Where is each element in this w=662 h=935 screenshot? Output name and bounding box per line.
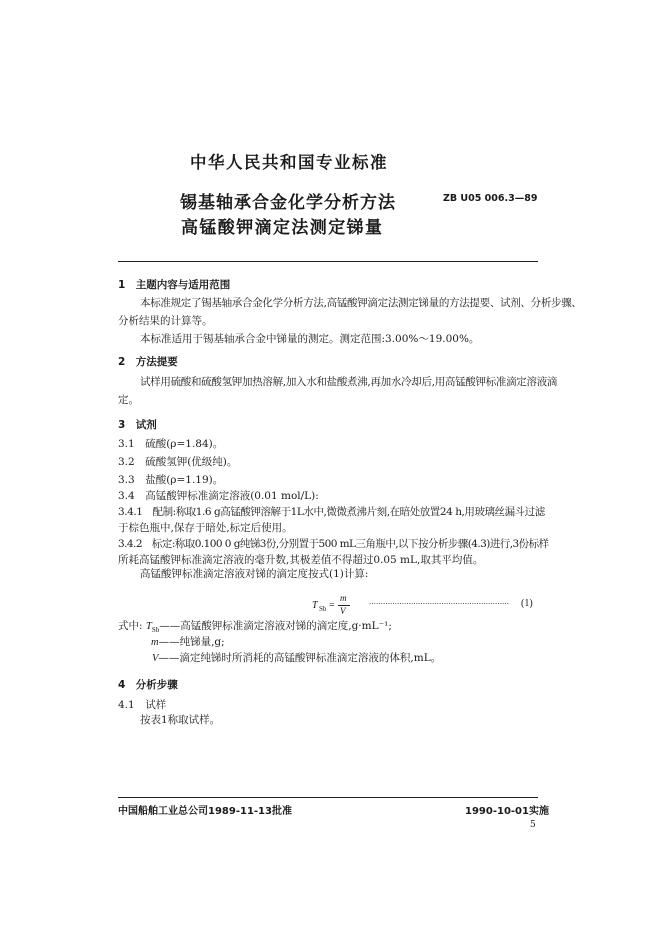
legend-v-symbol: V xyxy=(152,653,159,664)
standard-code: ZB U05 006.3—89 xyxy=(443,193,538,204)
section-1-paragraph-2: 本标准适用于锡基轴承合金中锑量的测定。测定范围:3.00%～19.00%。 xyxy=(140,333,480,345)
approval-statement: 中国船舶工业总公司1989-11-13批准 xyxy=(118,806,292,817)
section-4-heading: 4 分析步骤 xyxy=(118,679,178,691)
item-3-4-2-line3: 高锰酸钾标准滴定溶液对锑的滴定度按式(1)计算: xyxy=(140,568,369,580)
legend-m-row xyxy=(151,635,225,650)
legend-intro: 式中: xyxy=(118,620,143,632)
formula-number: (1) xyxy=(521,598,533,609)
section-2-paragraph-line2: 定。 xyxy=(118,394,139,406)
item-4-1-paragraph: 按表1称取试样。 xyxy=(140,714,221,726)
item-3-4-2-line1: 3.4.2 标定:称取0.100 0 g纯锑3份,分别置于500 mL三角瓶中,以下按分析步骤(4.3)进行,3份标样 xyxy=(118,538,549,550)
page-number: 5 xyxy=(530,820,536,830)
formula-numerator: m xyxy=(340,593,347,603)
formula-equals: = xyxy=(329,600,335,611)
effective-date: 1990-10-01实施 xyxy=(465,806,549,817)
formula-denominator: V xyxy=(340,606,346,616)
section-2-heading: 2 方法提要 xyxy=(118,356,178,368)
item-3-3: 3.3 盐酸(ρ=1.19)。 xyxy=(118,474,224,486)
header-rule xyxy=(118,261,538,262)
item-3-4: 3.4 高锰酸钾标准滴定溶液(0.01 mol/L): xyxy=(118,490,319,502)
legend-t-row xyxy=(146,619,392,634)
section-3-heading: 3 试剂 xyxy=(118,419,157,431)
legend-v-row xyxy=(152,651,441,666)
formula-leader-dots: …………………………………………………… xyxy=(369,598,509,606)
item-3-4-1-line1: 3.4.1 配制:称取1.6 g高锰酸钾溶解于1L水中,微微煮沸片刻,在暗处放置24 h,用玻璃丝漏斗过滤 xyxy=(118,506,545,518)
item-3-1: 3.1 硫酸(ρ=1.84)。 xyxy=(118,438,224,450)
section-2-paragraph-line1: 试样用硫酸和硫酸氢钾加热溶解,加入水和盐酸煮沸,再加水冷却后,用高锰酸钾标准滴定溶液滴 xyxy=(140,376,558,388)
document-title-line2: 高锰酸钾滴定法测定锑量 xyxy=(181,218,384,238)
legend-t-description: ——高锰酸钾标准滴定溶液对锑的滴定度,g·mL⁻¹; xyxy=(159,620,392,632)
section-1-paragraph-1-line1: 本标准规定了锡基轴承合金化学分析方法,高锰酸钾滴定法测定锑量的方法提要、试剂、分析步骤、 xyxy=(140,297,582,309)
section-1-heading: 1 主题内容与适用范围 xyxy=(118,279,231,291)
item-4-1: 4.1 试样 xyxy=(118,699,167,711)
legend-v-description: ——滴定纯锑时所消耗的高锰酸钾标准滴定溶液的体积,mL。 xyxy=(158,652,442,664)
formula-lhs: T xyxy=(312,600,318,611)
section-1-paragraph-1-line2: 分析结果的计算等。 xyxy=(118,315,213,327)
category-title: 中华人民共和国专业标准 xyxy=(190,153,388,172)
item-3-4-2-line2: 所耗高锰酸钾标准滴定溶液的毫升数,其极差值不得超过0.05 mL,取其平均值。 xyxy=(118,554,484,566)
legend-m-description: ——纯锑量,g; xyxy=(158,636,225,648)
legend-m-symbol: m xyxy=(151,637,159,648)
document-title-line1: 锡基轴承合金化学分析方法 xyxy=(180,193,396,213)
legend-t-symbol: T xyxy=(146,621,152,632)
formula-1 xyxy=(312,594,542,618)
item-3-4-1-line2: 于棕色瓶中,保存于暗处,标定后使用。 xyxy=(118,522,293,534)
formula-lhs-subscript: Sb xyxy=(319,605,327,613)
legend-t-subscript: Sb xyxy=(151,626,160,634)
footer-rule xyxy=(118,797,538,798)
item-3-2: 3.2 硫酸氢钾(优级纯)。 xyxy=(118,456,238,468)
